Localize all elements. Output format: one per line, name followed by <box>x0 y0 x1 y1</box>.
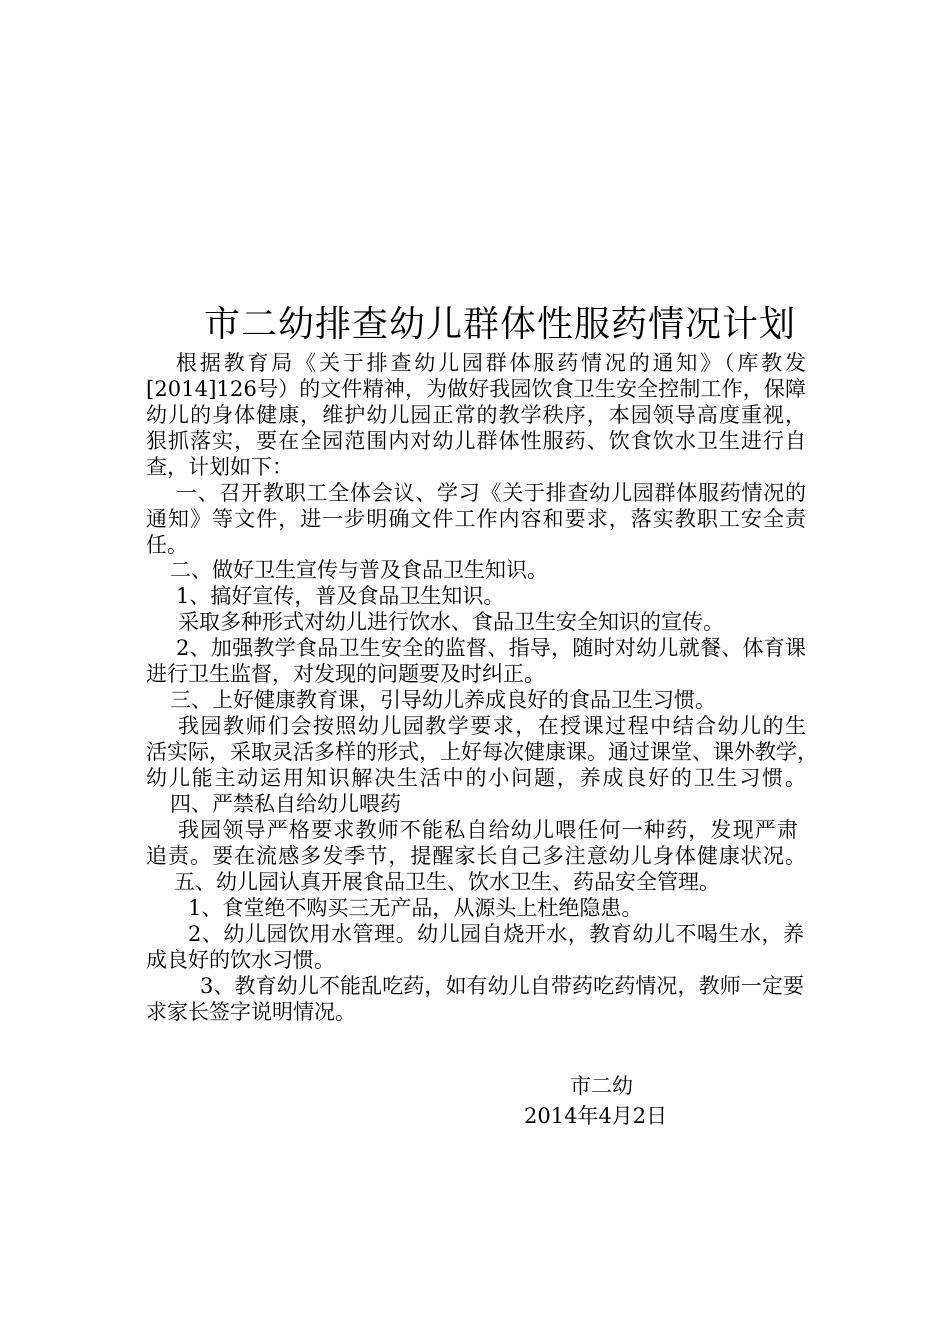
body-line: 追责。要在流感多发季节，提醒家长自己多注意幼儿身体健康状况。 <box>146 844 808 868</box>
body-line: 进行卫生监督，对发现的问题要及时纠正。 <box>146 662 545 686</box>
document-title-text: 市二幼排查幼儿群体性服药情况计划 <box>203 304 796 345</box>
body-line: 四、严禁私自给幼儿喂药 <box>170 792 401 816</box>
body-line: 狠抓落实，要在全园范围内对幼儿群体性服药、饮食饮水卫生进行自 <box>146 429 808 453</box>
signature-date: 2014年4月2日 <box>524 1104 668 1128</box>
body-line: 活实际，采取灵活多样的形式，上好每次健康课。通过课堂、课外教学， <box>146 740 818 764</box>
body-line: 幼儿的身体健康，维护幼儿园正常的教学秩序，本园领导高度重视， <box>146 403 808 427</box>
body-line: 二、做好卫生宣传与普及食品卫生知识。 <box>170 558 548 582</box>
body-line: 求家长签字说明情况。 <box>146 1000 356 1024</box>
body-line: 我园领导严格要求教师不能私自给幼儿喂任何一种药，发现严肃 <box>178 818 800 842</box>
body-line: 成良好的饮水习惯。 <box>146 948 335 972</box>
body-line: 一、召开教职工全体会议、学习《关于排查幼儿园群体服药情况的 <box>176 481 807 505</box>
body-line: 任。 <box>146 533 188 557</box>
body-line: 幼儿能主动运用知识解决生活中的小问题，养成良好的卫生习惯。 <box>146 766 808 790</box>
body-line: 采取多种形式对幼儿进行饮水、食品卫生安全知识的宣传。 <box>178 610 724 634</box>
body-line: 1、食堂绝不购买三无产品，从源头上杜绝隐患。 <box>188 896 643 920</box>
body-line: 五、幼儿园认真开展食品卫生、饮水卫生、药品安全管理。 <box>174 870 720 894</box>
body-line: 三、上好健康教育课，引导幼儿养成良好的食品卫生习惯。 <box>170 688 716 712</box>
body-line: 2、幼儿园饮用水管理。幼儿园自烧开水，教育幼儿不喝生水，养 <box>188 922 805 946</box>
body-line: 我园教师们会按照幼儿园教学要求，在授课过程中结合幼儿的生 <box>178 714 808 738</box>
document-title <box>0 296 950 347</box>
body-line: 根据教育局《关于排查幼儿园群体服药情况的通知》（库教发 <box>176 351 809 375</box>
body-line: 查，计划如下： <box>146 455 293 479</box>
body-line: 通知》等文件，进一步明确文件工作内容和要求，落实教职工安全责 <box>146 507 808 531</box>
signature-org: 市二幼 <box>570 1074 633 1098</box>
body-line: 2、加强教学食品卫生安全的监督、指导，随时对幼儿就餐、体育课 <box>176 636 807 660</box>
body-line: 1、搞好宣传，普及食品卫生知识。 <box>176 584 505 608</box>
body-line: [2014]126号）的文件精神，为做好我园饮食卫生安全控制工作，保障 <box>146 377 807 401</box>
body-line: 3、教育幼儿不能乱吃药，如有幼儿自带药吃药情况，教师一定要 <box>200 974 805 998</box>
